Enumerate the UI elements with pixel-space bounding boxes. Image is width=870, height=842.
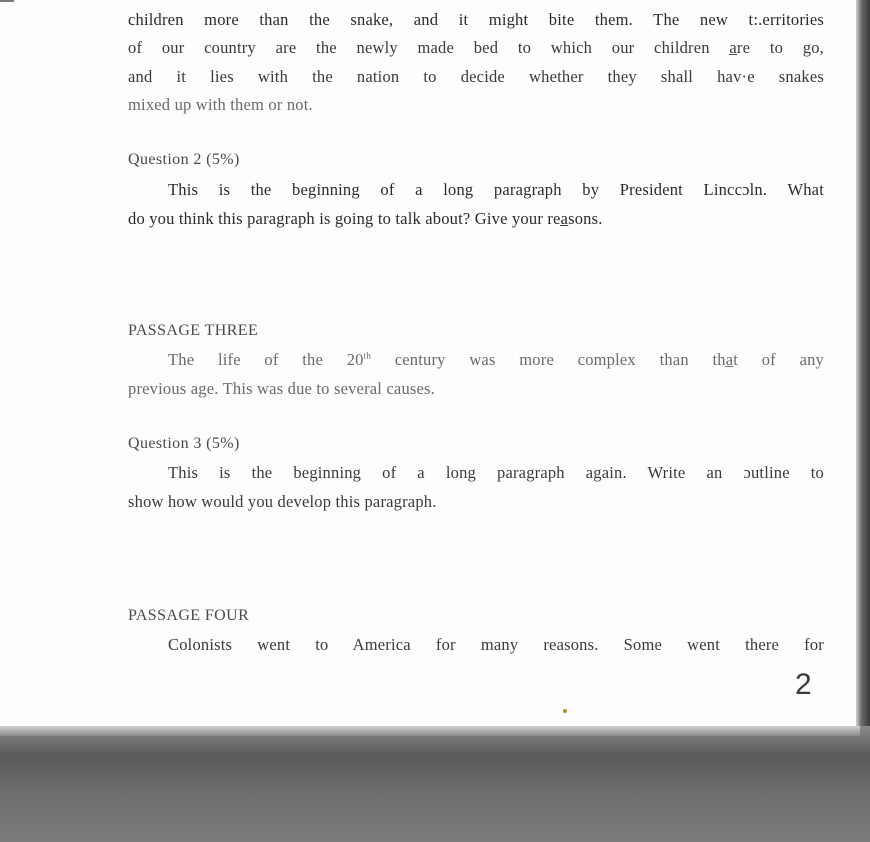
passage-four-heading: PASSAGE FOUR — [128, 607, 250, 624]
question-2-line-2: do you think this paragraph is going to talk about? Give your rea̲sons. — [128, 209, 603, 228]
passage-three-line-2: previous age. This was due to several causes. — [128, 379, 435, 398]
question-2-line-1: This is the beginning of a long paragraph by President Linccɔln. What — [168, 180, 824, 199]
passage-one-line-2: of our country are the newly made bed to which our children a̲re to go, — [128, 38, 824, 57]
scan-bottom-shadow — [0, 726, 870, 842]
scan-bottom-band — [0, 726, 860, 736]
question-3-line-2: show how would you develop this paragraph. — [128, 492, 437, 511]
question-3-line-1: This is the beginning of a long paragraph again. Write an ɔutline to — [168, 463, 824, 482]
question-3-heading: Question 3 (5%) — [128, 435, 240, 452]
passage-three-line-1-post: century was more complex than tha̲t of any — [371, 350, 824, 369]
passage-three-line-1-pre: The life of the 20 — [168, 350, 364, 369]
page-number: 2 — [795, 668, 812, 701]
edge-mark — [0, 0, 14, 2]
passage-three-line-1-sup: th — [363, 350, 372, 361]
question-2-heading: Question 2 (5%) — [128, 151, 240, 168]
passage-three-line-1 — [168, 350, 824, 370]
passage-one-line-4: mixed up with them or not. — [128, 95, 313, 114]
scan-speck — [563, 709, 567, 713]
passage-three-heading: PASSAGE THREE — [128, 322, 259, 339]
passage-one-line-1: children more than the snake, and it might bite them. The new t:.erritories — [128, 10, 824, 29]
passage-four-line-1: Colonists went to America for many reasons. Some went there for — [168, 635, 824, 654]
passage-one-line-3: and it lies with the nation to decide whether they shall hav·e snakes — [128, 67, 824, 86]
scan-right-shadow — [856, 0, 870, 842]
